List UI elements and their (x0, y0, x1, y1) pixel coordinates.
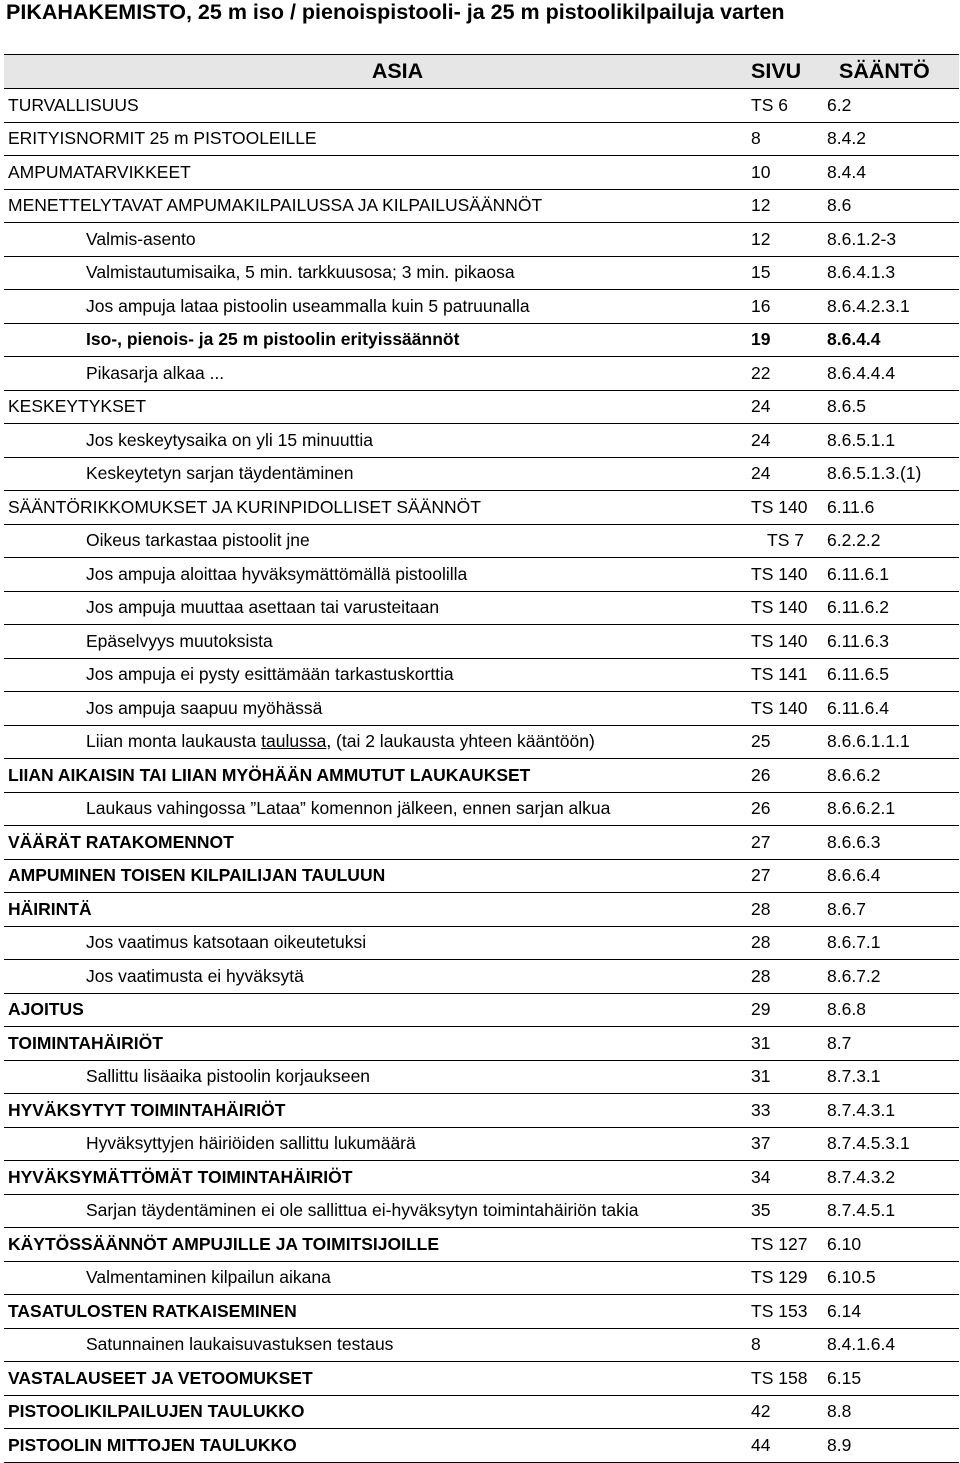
row-subject: Laukaus vahingossa ”Lataa” komennon jälkeen, ennen sarjan alkua (4, 792, 746, 826)
row-rule: 8.6.5 (823, 390, 959, 424)
row-subject: AJOITUS (4, 993, 746, 1027)
row-subject: HÄIRINTÄ (4, 893, 746, 927)
row-page: TS 140 (746, 625, 823, 659)
row-page: 8 (746, 1328, 823, 1362)
row-rule: 6.2 (823, 89, 959, 123)
column-header-rule: SÄÄNTÖ (823, 55, 959, 89)
row-page: 44 (746, 1429, 823, 1463)
row-rule: 6.11.6.1 (823, 558, 959, 592)
row-subject: Jos vaatimusta ei hyväksytä (4, 960, 746, 994)
row-page: TS 140 (746, 591, 823, 625)
table-row (4, 491, 959, 525)
table-row (4, 1027, 959, 1061)
quick-index-table (4, 54, 959, 1463)
table-row (4, 759, 959, 793)
row-rule: 8.6.6.3 (823, 826, 959, 860)
row-rule: 6.11.6.3 (823, 625, 959, 659)
row-rule: 6.15 (823, 1362, 959, 1396)
table-row (4, 960, 959, 994)
table-row (4, 189, 959, 223)
row-page: 15 (746, 256, 823, 290)
row-page: 22 (746, 357, 823, 391)
row-page: 35 (746, 1194, 823, 1228)
row-page: TS 127 (746, 1228, 823, 1262)
row-page: 24 (746, 457, 823, 491)
row-page: 19 (746, 323, 823, 357)
document-title: PIKAHAKEMISTO, 25 m iso / pienoispistooli- ja 25 m pistoolikilpailuja varten (6, 0, 785, 24)
row-rule: 6.11.6.2 (823, 591, 959, 625)
row-subject: Jos ampuja muuttaa asettaan tai varusteitaan (4, 591, 746, 625)
row-page: 31 (746, 1027, 823, 1061)
row-page: 28 (746, 893, 823, 927)
table-row (4, 89, 959, 123)
table-row (4, 1060, 959, 1094)
table-row (4, 357, 959, 391)
subject-text: , (tai 2 laukausta yhteen kääntöön) (326, 731, 595, 752)
row-subject: PISTOOLIKILPAILUJEN TAULUKKO (4, 1395, 746, 1429)
table-row (4, 156, 959, 190)
row-subject: Iso-, pienois- ja 25 m pistoolin erityissäännöt (4, 323, 746, 357)
row-page: 12 (746, 223, 823, 257)
row-rule: 8.6.7 (823, 893, 959, 927)
row-subject: Jos ampuja ei pysty esittämään tarkastuskorttia (4, 658, 746, 692)
table-row (4, 457, 959, 491)
row-rule: 8.6.4.4.4 (823, 357, 959, 391)
row-subject: Sarjan täydentäminen ei ole sallittua ei-hyväksytyn toimintahäiriön takia (4, 1194, 746, 1228)
row-subject: Keskeytetyn sarjan täydentäminen (4, 457, 746, 491)
row-rule: 8.6.5.1.3.(1) (823, 457, 959, 491)
row-rule: 6.2.2.2 (823, 524, 959, 558)
row-subject: Valmis-asento (4, 223, 746, 257)
row-rule: 8.6.1.2-3 (823, 223, 959, 257)
table-row (4, 256, 959, 290)
row-page: TS 140 (746, 692, 823, 726)
table-row (4, 524, 959, 558)
table-row (4, 692, 959, 726)
table-row (4, 1429, 959, 1463)
row-page: 27 (746, 859, 823, 893)
row-rule: 8.7.4.5.3.1 (823, 1127, 959, 1161)
row-subject: Satunnainen laukaisuvastuksen testaus (4, 1328, 746, 1362)
row-page: 37 (746, 1127, 823, 1161)
row-rule: 6.11.6.4 (823, 692, 959, 726)
row-subject: Jos vaatimus katsotaan oikeutetuksi (4, 926, 746, 960)
table-row (4, 1295, 959, 1329)
row-subject: VASTALAUSEET JA VETOOMUKSET (4, 1362, 746, 1396)
table-row (4, 591, 959, 625)
table-row (4, 1094, 959, 1128)
row-rule: 8.6.8 (823, 993, 959, 1027)
row-page: 24 (746, 390, 823, 424)
table-row (4, 1194, 959, 1228)
row-rule: 8.6.6.2 (823, 759, 959, 793)
row-page: 29 (746, 993, 823, 1027)
table-row (4, 725, 959, 759)
row-rule: 8.7.4.3.2 (823, 1161, 959, 1195)
table-row (4, 558, 959, 592)
row-page: 8 (746, 122, 823, 156)
table-row (4, 926, 959, 960)
subject-text: Liian monta laukausta (86, 731, 262, 752)
row-subject: TOIMINTAHÄIRIÖT (4, 1027, 746, 1061)
table-row (4, 122, 959, 156)
row-rule: 8.7.3.1 (823, 1060, 959, 1094)
table-body (4, 89, 959, 1463)
row-page: TS 158 (746, 1362, 823, 1396)
column-header-subject: ASIA (4, 55, 746, 89)
row-rule: 6.11.6 (823, 491, 959, 525)
row-rule: 8.6.6.4 (823, 859, 959, 893)
row-page: 16 (746, 290, 823, 324)
row-page: TS 140 (746, 558, 823, 592)
row-page: 24 (746, 424, 823, 458)
table-row (4, 625, 959, 659)
row-rule: 8.4.1.6.4 (823, 1328, 959, 1362)
row-page: 10 (746, 156, 823, 190)
row-page: 26 (746, 792, 823, 826)
row-rule: 8.6.7.2 (823, 960, 959, 994)
row-subject: PISTOOLIN MITTOJEN TAULUKKO (4, 1429, 746, 1463)
column-header-page: SIVU (746, 55, 823, 89)
row-subject: AMPUMINEN TOISEN KILPAILIJAN TAULUUN (4, 859, 746, 893)
row-subject: MENETTELYTAVAT AMPUMAKILPAILUSSA JA KILPAILUSÄÄNNÖT (4, 189, 746, 223)
row-page: TS 129 (746, 1261, 823, 1295)
row-rule: 6.10 (823, 1228, 959, 1262)
row-rule: 8.6.4.1.3 (823, 256, 959, 290)
row-subject: Valmistautumisaika, 5 min. tarkkuusosa; 3 min. pikaosa (4, 256, 746, 290)
row-rule: 6.11.6.5 (823, 658, 959, 692)
row-subject: Jos keskeytysaika on yli 15 minuuttia (4, 424, 746, 458)
table-row (4, 223, 959, 257)
row-subject: Jos ampuja aloittaa hyväksymättömällä pistoolilla (4, 558, 746, 592)
row-rule: 8.6.6.1.1.1 (823, 725, 959, 759)
row-subject: ERITYISNORMIT 25 m PISTOOLEILLE (4, 122, 746, 156)
row-rule: 8.4.4 (823, 156, 959, 190)
table-row (4, 792, 959, 826)
row-page: 42 (746, 1395, 823, 1429)
table-row (4, 323, 959, 357)
row-subject: Pikasarja alkaa ... (4, 357, 746, 391)
row-subject: KESKEYTYKSET (4, 390, 746, 424)
row-rule: 8.4.2 (823, 122, 959, 156)
row-rule: 6.14 (823, 1295, 959, 1329)
row-subject: SÄÄNTÖRIKKOMUKSET JA KURINPIDOLLISET SÄÄNNÖT (4, 491, 746, 525)
row-subject: HYVÄKSYTYT TOIMINTAHÄIRIÖT (4, 1094, 746, 1128)
row-subject: Oikeus tarkastaa pistoolit jne (4, 524, 746, 558)
underlined-term: taulussa (261, 731, 327, 752)
row-rule: 6.10.5 (823, 1261, 959, 1295)
table-row (4, 826, 959, 860)
table-row (4, 658, 959, 692)
row-page: 27 (746, 826, 823, 860)
table-row (4, 390, 959, 424)
table-header-row (4, 55, 959, 89)
row-subject: LIIAN AIKAISIN TAI LIIAN MYÖHÄÄN AMMUTUT LAUKAUKSET (4, 759, 746, 793)
table-row (4, 290, 959, 324)
row-page: 12 (746, 189, 823, 223)
row-subject: KÄYTÖSSÄÄNNÖT AMPUJILLE JA TOIMITSIJOILLE (4, 1228, 746, 1262)
row-rule: 8.6.4.4 (823, 323, 959, 357)
table-row (4, 1362, 959, 1396)
row-rule: 8.6 (823, 189, 959, 223)
row-subject: Sallittu lisäaika pistoolin korjaukseen (4, 1060, 746, 1094)
table-row (4, 1328, 959, 1362)
table-row (4, 1127, 959, 1161)
row-page: 28 (746, 960, 823, 994)
row-subject (4, 725, 746, 759)
row-subject: TASATULOSTEN RATKAISEMINEN (4, 1295, 746, 1329)
row-rule: 8.6.6.2.1 (823, 792, 959, 826)
table-row (4, 1161, 959, 1195)
table-row (4, 993, 959, 1027)
row-page: TS 6 (746, 89, 823, 123)
row-page: TS 153 (746, 1295, 823, 1329)
row-subject: VÄÄRÄT RATAKOMENNOT (4, 826, 746, 860)
table-row (4, 893, 959, 927)
table-row (4, 424, 959, 458)
row-subject: AMPUMATARVIKKEET (4, 156, 746, 190)
row-subject: TURVALLISUUS (4, 89, 746, 123)
row-page: 31 (746, 1060, 823, 1094)
row-rule: 8.7 (823, 1027, 959, 1061)
row-rule: 8.6.7.1 (823, 926, 959, 960)
row-subject: Valmentaminen kilpailun aikana (4, 1261, 746, 1295)
row-page: 26 (746, 759, 823, 793)
row-page: 34 (746, 1161, 823, 1195)
table-row (4, 1261, 959, 1295)
row-subject: Epäselvyys muutoksista (4, 625, 746, 659)
row-rule: 8.6.4.2.3.1 (823, 290, 959, 324)
row-page: 33 (746, 1094, 823, 1128)
row-rule: 8.9 (823, 1429, 959, 1463)
table-row (4, 859, 959, 893)
row-rule: 8.7.4.3.1 (823, 1094, 959, 1128)
row-page: 25 (746, 725, 823, 759)
row-page: TS 140 (746, 491, 823, 525)
row-page: TS 7 (746, 524, 823, 558)
row-subject: Jos ampuja lataa pistoolin useammalla kuin 5 patruunalla (4, 290, 746, 324)
table-row (4, 1228, 959, 1262)
row-page: TS 141 (746, 658, 823, 692)
row-subject: Hyväksyttyjen häiriöiden sallittu lukumäärä (4, 1127, 746, 1161)
row-page: 28 (746, 926, 823, 960)
row-rule: 8.6.5.1.1 (823, 424, 959, 458)
row-subject: Jos ampuja saapuu myöhässä (4, 692, 746, 726)
row-rule: 8.8 (823, 1395, 959, 1429)
table-row (4, 1395, 959, 1429)
row-rule: 8.7.4.5.1 (823, 1194, 959, 1228)
row-subject: HYVÄKSYMÄTTÖMÄT TOIMINTAHÄIRIÖT (4, 1161, 746, 1195)
